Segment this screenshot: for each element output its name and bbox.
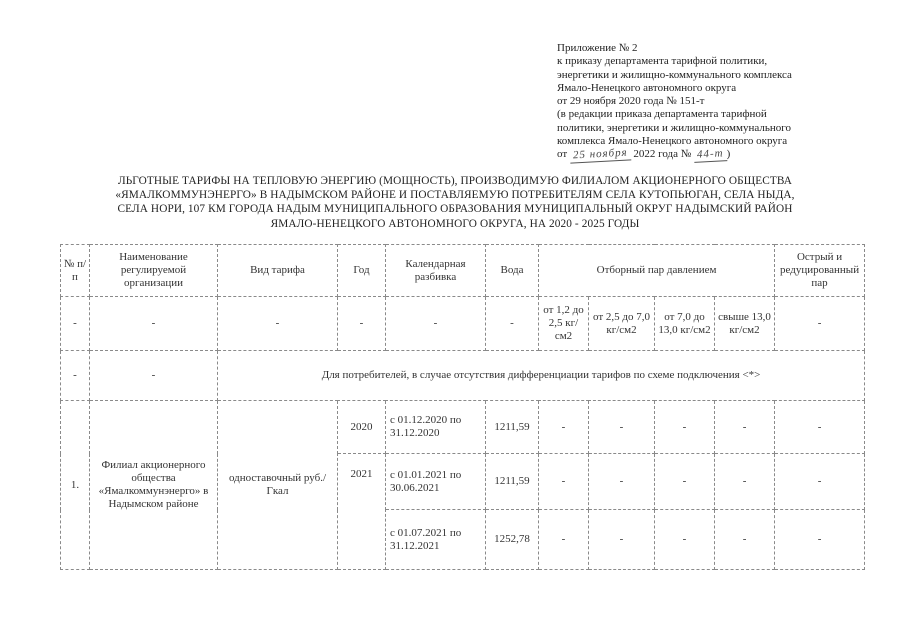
row-org: Филиал акционерного общества «Ямалкоммунэнерго» в Надымском районе: [90, 401, 218, 570]
table-cell: -: [61, 351, 90, 401]
row-water: 1211,59: [486, 401, 539, 454]
title-line: СЕЛА НОРИ, 107 КМ ГОРОДА НАДЫМ МУНИЦИПАЛЬНОГО ОБРАЗОВАНИЯ МУНИЦИПАЛЬНЫЙ ОКРУГ НАДЫМСКИЙ РАЙОН: [117, 203, 793, 216]
appendix-line: от 29 ноября 2020 года № 151-т: [557, 95, 705, 108]
appendix-line-last: [557, 148, 887, 162]
subheader-steam-4: свыше 13,0 кг/см2: [715, 297, 775, 351]
appendix-close: ): [726, 148, 731, 161]
table-header-row: [61, 245, 865, 297]
appendix-year-no: 2022 года №: [633, 148, 692, 161]
header-period: Календарная разбивка: [386, 245, 486, 297]
subheader-steam-1: от 1,2 до 2,5 кг/см2: [539, 297, 589, 351]
tariff-table: [60, 244, 865, 570]
header-steam: Отборный пар давлением: [539, 245, 775, 297]
table-cell: -: [775, 510, 865, 570]
table-note-row: [61, 351, 865, 401]
document-title: [40, 174, 870, 231]
table-cell: -: [589, 510, 655, 570]
title-line: ЯМАЛО-НЕНЕЦКОГО АВТОНОМНОГО ОКРУГА, НА 2020 - 2025 ГОДЫ: [270, 217, 640, 230]
row-period: с 01.07.2021 по 31.12.2021: [386, 510, 486, 570]
table-cell: -: [589, 454, 655, 510]
table-cell: -: [486, 297, 539, 351]
header-year: Год: [338, 245, 386, 297]
table-cell: -: [715, 510, 775, 570]
appendix-line: политики, энергетики и жилищно-коммунального: [557, 121, 791, 134]
header-acute-steam: Острый и редуцированный пар: [775, 245, 865, 297]
appendix-line: энергетики и жилищно-коммунального комплекса: [557, 68, 792, 81]
header-tariff-type: Вид тарифа: [218, 245, 338, 297]
table-cell: -: [90, 297, 218, 351]
table-cell: -: [655, 454, 715, 510]
table-cell: -: [539, 454, 589, 510]
title-line: «ЯМАЛКОММУНЭНЕРГО» В НАДЫМСКОМ РАЙОНЕ И ПОСТАВЛЯЕМУЮ ПОТРЕБИТЕЛЯМ СЕЛА КУТОПЬЮГАН, СЕЛА НЫДА,: [115, 189, 795, 202]
row-water: 1252,78: [486, 510, 539, 570]
table-cell: -: [775, 401, 865, 454]
table-cell: -: [715, 454, 775, 510]
table-cell: -: [539, 401, 589, 454]
header-org: Наименование регулируемой организации: [90, 245, 218, 297]
header-water: Вода: [486, 245, 539, 297]
table-cell: -: [61, 297, 90, 351]
subheader-steam-3: от 7,0 до 13,0 кг/см2: [655, 297, 715, 351]
appendix-line: Приложение № 2: [557, 42, 638, 54]
table-cell: -: [386, 297, 486, 351]
handwritten-number: 44-т: [694, 148, 727, 164]
handwritten-date: 25 ноября: [570, 147, 631, 164]
subheader-steam-2: от 2,5 до 7,0 кг/см2: [589, 297, 655, 351]
header-num: № п/п: [61, 245, 90, 297]
table-cell: -: [775, 297, 865, 351]
row-year: 2021: [338, 454, 386, 570]
row-tariff: одноставочный руб./Гкал: [218, 401, 338, 570]
appendix-line: (в редакции приказа департамента тарифной: [557, 108, 767, 121]
row-period: с 01.01.2021 по 30.06.2021: [386, 454, 486, 510]
row-water: 1211,59: [486, 454, 539, 510]
row-num: 1.: [61, 401, 90, 570]
title-line: ЛЬГОТНЫЕ ТАРИФЫ НА ТЕПЛОВУЮ ЭНЕРГИЮ (МОЩНОСТЬ), ПРОИЗВОДИМУЮ ФИЛИАЛОМ АКЦИОНЕРНОГО ОБЩЕСТВА: [117, 175, 793, 187]
appendix-from: от: [557, 148, 568, 161]
table-cell: -: [589, 401, 655, 454]
table-cell: -: [218, 297, 338, 351]
table-cell: -: [775, 454, 865, 510]
appendix-line: к приказу департамента тарифной политики,: [557, 55, 768, 68]
row-year: 2020: [338, 401, 386, 454]
table-cell: -: [655, 401, 715, 454]
table-cell: -: [338, 297, 386, 351]
table-cell: -: [655, 510, 715, 570]
consumers-note: Для потребителей, в случае отсутствия дифференциации тарифов по схеме подключения <*>: [218, 351, 865, 401]
appendix-line: Ямало-Ненецкого автономного округа: [557, 81, 737, 94]
row-period: с 01.12.2020 по 31.12.2020: [386, 401, 486, 454]
appendix-header: [557, 42, 887, 163]
table-subheader-row: [61, 297, 865, 351]
table-cell: -: [539, 510, 589, 570]
table-cell: -: [715, 401, 775, 454]
table-cell: -: [90, 351, 218, 401]
appendix-line: комплекса Ямало-Ненецкого автономного округа: [557, 135, 788, 148]
table-row: [61, 401, 865, 454]
